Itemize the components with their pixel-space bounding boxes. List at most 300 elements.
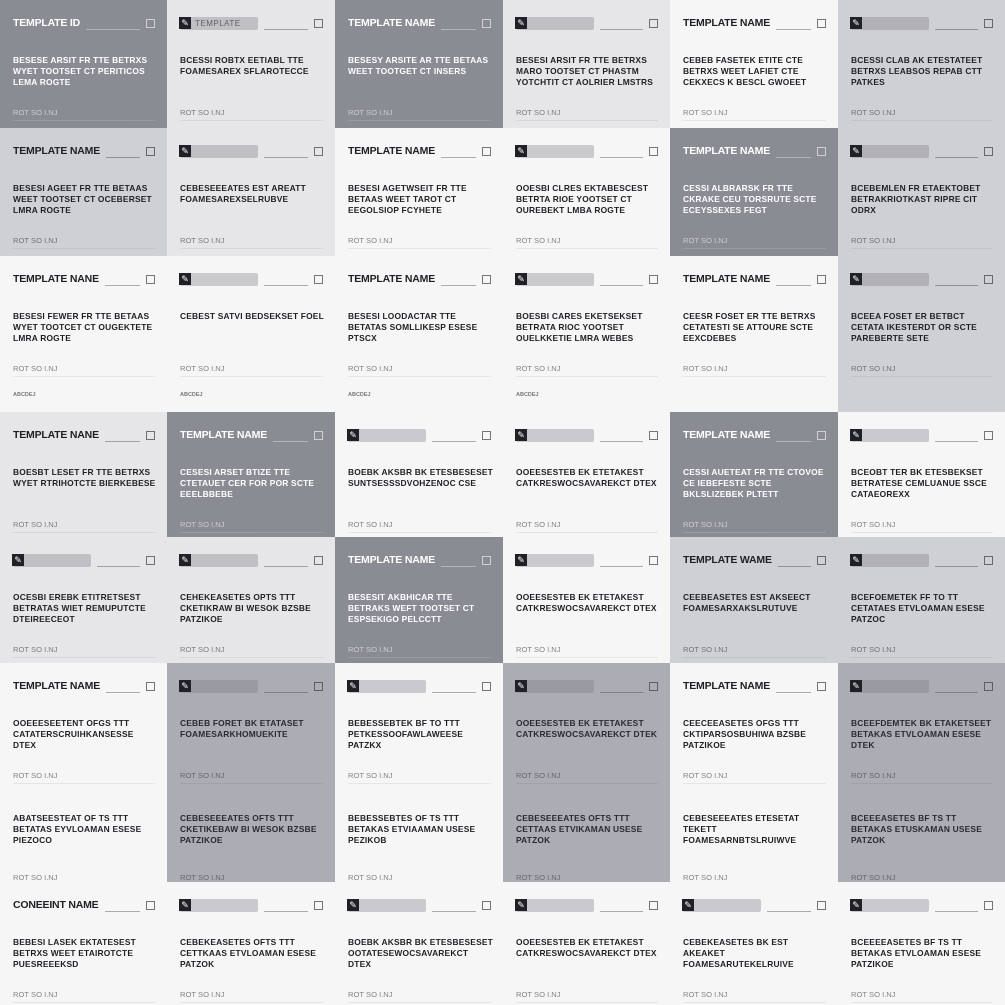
template-card[interactable]: [670, 256, 838, 412]
template-card[interactable]: [167, 412, 335, 537]
template-card[interactable]: [335, 882, 503, 1005]
card-meta: ROT SO I.NJ: [348, 108, 491, 121]
template-tag[interactable]: [180, 145, 258, 158]
card-header: [180, 270, 323, 288]
card-description: CESESI ARSET BTIZE TTE CTETAUET CER FOR POR SCTE EEELBBEBE: [180, 467, 315, 499]
card-header: [13, 14, 155, 32]
card-title: TEMPLATE NAME: [348, 554, 436, 566]
card-header: [180, 896, 323, 914]
card-meta: ROT SO I.NJ: [13, 236, 155, 249]
template-tag[interactable]: [516, 273, 594, 286]
square-outline-icon[interactable]: [146, 556, 155, 565]
card-meta: ROT SO I.NJ: [683, 108, 826, 121]
card-header: [180, 551, 323, 569]
template-card[interactable]: [167, 537, 335, 663]
card-header: [851, 426, 993, 444]
square-outline-icon[interactable]: [146, 147, 155, 156]
template-card[interactable]: [503, 537, 670, 663]
template-card[interactable]: [670, 128, 838, 256]
template-card[interactable]: [335, 0, 503, 128]
card-header: [348, 270, 491, 288]
card-header: [683, 551, 826, 569]
template-tag[interactable]: [348, 899, 426, 912]
card-title: TEMPLATE NAME: [348, 145, 436, 157]
header-divider: [600, 29, 643, 30]
card-meta-secondary: ROT SO I.NJ: [683, 873, 826, 882]
card-title: TEMPLATE NAME: [683, 17, 771, 29]
square-outline-icon[interactable]: [314, 19, 323, 28]
template-card[interactable]: [838, 537, 1005, 663]
square-outline-icon[interactable]: [314, 147, 323, 156]
card-header: [13, 142, 155, 160]
card-description: OOEESESTEB EK ETETAKEST CATKRESWOCSAVAREKCT DTEX: [516, 467, 657, 488]
square-outline-icon[interactable]: [146, 682, 155, 691]
header-divider: [441, 157, 476, 158]
template-tag[interactable]: [516, 899, 594, 912]
card-footer-label: ABCDEJ: [516, 392, 539, 398]
card-header: [180, 142, 323, 160]
card-meta: ROT SO I.NJ: [13, 364, 155, 377]
square-outline-icon[interactable]: [146, 901, 155, 910]
template-tag[interactable]: [851, 554, 929, 567]
square-outline-icon[interactable]: [314, 556, 323, 565]
pen-icon[interactable]: ✎: [179, 899, 191, 911]
card-meta: ROT SO I.NJ: [683, 990, 826, 1003]
template-tag[interactable]: [180, 273, 258, 286]
square-outline-icon[interactable]: [649, 901, 658, 910]
card-title: TEMPLATE NANE: [13, 273, 99, 285]
header-divider: [441, 29, 476, 30]
card-header: [851, 896, 993, 914]
card-description: BCEEFDEMTEK BK ETAKETSEET BETAKAS ETVLOAMAN ESESE DTEK: [851, 718, 992, 750]
pen-icon[interactable]: ✎: [179, 17, 191, 29]
square-outline-icon[interactable]: [649, 682, 658, 691]
square-outline-icon[interactable]: [984, 556, 993, 565]
square-outline-icon[interactable]: [482, 901, 491, 910]
header-divider: [105, 285, 140, 286]
card-description-secondary: BCEEEASETES BF TS TT BETAKAS ETUSKAMAN USESE PATZOK: [851, 813, 983, 845]
template-card[interactable]: [838, 256, 1005, 412]
card-header: [851, 677, 993, 695]
header-divider: [432, 441, 476, 442]
card-header: [13, 551, 155, 569]
card-header: [348, 14, 491, 32]
card-description: OOEESESTEB EK ETETAKEST CATKRESWOCSAVAREKCT DTEX: [516, 937, 657, 958]
header-divider: [86, 29, 140, 30]
template-card[interactable]: [503, 128, 670, 256]
template-card[interactable]: [167, 256, 335, 412]
card-description: CEBEKEASETES BK EST AKEAKET FOAMESARUTEKELRUIVE: [683, 937, 794, 969]
pen-icon[interactable]: ✎: [347, 680, 359, 692]
template-card[interactable]: [335, 412, 503, 537]
square-outline-icon[interactable]: [482, 19, 491, 28]
pen-icon[interactable]: ✎: [850, 145, 862, 157]
card-description: CEBESEEEATES EST AREATT FOAMESAREXSELRUBVE: [180, 183, 306, 204]
template-tag[interactable]: [516, 429, 594, 442]
card-header: [851, 14, 993, 32]
pen-icon[interactable]: ✎: [850, 899, 862, 911]
square-outline-icon[interactable]: [984, 682, 993, 691]
square-outline-icon[interactable]: [482, 682, 491, 691]
template-card[interactable]: [0, 0, 167, 128]
template-card[interactable]: [670, 412, 838, 537]
card-description: BESESIT AKBHICAR TTE BETRAKS WEFT TOOTSET CT ESPSEKIGO PELCCTT: [348, 592, 475, 624]
pen-icon[interactable]: ✎: [515, 680, 527, 692]
header-divider: [105, 441, 140, 442]
card-meta-secondary: ROT SO I.NJ: [13, 873, 155, 882]
card-description: BEBESSEBTEK BF TO TTT PETKESSOOFAWLAWEESE PATZKX: [348, 718, 464, 750]
card-meta: ROT SO I.NJ: [851, 771, 993, 784]
template-card[interactable]: [167, 0, 335, 128]
square-outline-icon[interactable]: [984, 275, 993, 284]
square-outline-icon[interactable]: [146, 19, 155, 28]
card-description: BCEOBT TER BK ETESBEKSET BETRATESE CEMLUANUE SSCE CATAEOREXX: [851, 467, 987, 499]
header-divider: [600, 157, 643, 158]
template-tag[interactable]: [180, 17, 258, 30]
header-divider: [264, 285, 308, 286]
card-header: [851, 551, 993, 569]
card-meta: ROT SO I.NJ: [180, 771, 323, 784]
template-tag[interactable]: [348, 429, 426, 442]
card-meta: ROT SO I.NJ: [348, 236, 491, 249]
header-divider: [935, 911, 978, 912]
card-title: TEMPLATE NAME: [683, 145, 771, 157]
card-meta: ROT SO I.NJ: [683, 771, 826, 784]
template-card[interactable]: [0, 663, 167, 882]
square-outline-icon[interactable]: [817, 901, 826, 910]
card-meta: ROT SO I.NJ: [683, 364, 826, 377]
card-meta: ROT SO I.NJ: [13, 645, 155, 658]
card-meta: ROT SO I.NJ: [516, 236, 658, 249]
square-outline-icon[interactable]: [482, 556, 491, 565]
card-header: [516, 270, 658, 288]
card-description: CEBEB FORET BK ETATASET FOAMESARKHOMUEKITE: [180, 718, 304, 739]
card-meta: ROT SO I.NJ: [516, 645, 658, 658]
header-divider: [273, 441, 308, 442]
card-description: BCEBEMLEN FR ETAEKTOBET BETRAKRIOTKAST RIPRE CIT ODRX: [851, 183, 981, 215]
square-outline-icon[interactable]: [649, 431, 658, 440]
card-description: OCESBI EREBK ETITRETSEST BETRATAS WIET REMUPUTCTE DTEIREECEOT: [13, 592, 146, 624]
square-outline-icon[interactable]: [817, 556, 826, 565]
card-meta: ROT SO I.NJ: [683, 236, 826, 249]
header-divider: [776, 692, 811, 693]
template-card[interactable]: [167, 128, 335, 256]
template-tag[interactable]: [516, 17, 594, 30]
template-card[interactable]: [335, 663, 503, 882]
header-divider: [776, 441, 811, 442]
template-card[interactable]: [503, 256, 670, 412]
card-description-secondary: CEBESEEEATES ETESETAT TEKETT FOAMESARNBTSLRUIWVE: [683, 813, 800, 845]
card-title: TEMPLATE NAME: [180, 429, 268, 441]
card-header: [516, 896, 658, 914]
card-meta: ROT SO I.NJ: [851, 990, 993, 1003]
template-tag[interactable]: [180, 899, 258, 912]
square-outline-icon[interactable]: [314, 901, 323, 910]
template-card[interactable]: [838, 0, 1005, 128]
card-header: [683, 896, 826, 914]
card-header: [516, 426, 658, 444]
card-description: BCEEA FOSET ER BETBCT CETATA IKESTERDT OR SCTE PAREBERTE SETE: [851, 311, 977, 343]
square-outline-icon[interactable]: [314, 275, 323, 284]
card-footer-label: ABCDEJ: [348, 392, 371, 398]
pen-icon[interactable]: ✎: [515, 554, 527, 566]
card-title: TEMPLATE ID: [13, 17, 81, 29]
card-title: TEMPLATE NANE: [13, 429, 99, 441]
card-description: BESESE ARSIT FR TTE BETRXS WYET TOOTSET CT PERITICOS LEMA ROGTE: [13, 55, 148, 87]
card-title: CONEEINT NAME: [13, 899, 99, 911]
pen-icon[interactable]: ✎: [850, 554, 862, 566]
header-divider: [776, 285, 811, 286]
header-divider: [432, 692, 476, 693]
card-meta: ROT SO I.NJ: [13, 108, 155, 121]
template-card[interactable]: [335, 128, 503, 256]
template-card[interactable]: [0, 412, 167, 537]
card-description: CESSI AUETEAT FR TTE CTOVOE CE IEBEFESTE SCTE BKLSLIZEBEK PLTETT: [683, 467, 824, 499]
template-tag[interactable]: [180, 680, 258, 693]
pen-icon[interactable]: ✎: [682, 899, 694, 911]
card-description: BOESBT LESET FR TTE BETRXS WYET RTRIHOTCTE BIERKEBESE: [13, 467, 156, 488]
template-tag[interactable]: [851, 899, 929, 912]
square-outline-icon[interactable]: [649, 556, 658, 565]
card-header: [683, 677, 826, 695]
header-divider: [935, 566, 978, 567]
card-header: [683, 270, 826, 288]
template-tag[interactable]: [851, 680, 929, 693]
card-title: TEMPLATE NAME: [683, 680, 771, 692]
template-tag[interactable]: [516, 680, 594, 693]
card-header: [348, 426, 491, 444]
template-tag[interactable]: [851, 17, 929, 30]
header-divider: [778, 566, 811, 567]
header-divider: [264, 692, 308, 693]
card-meta-secondary: ROT SO I.NJ: [516, 873, 658, 882]
card-header: [348, 677, 491, 695]
template-card[interactable]: [167, 663, 335, 882]
card-header: [851, 142, 993, 160]
template-card[interactable]: [670, 663, 838, 882]
pen-icon[interactable]: ✎: [850, 429, 862, 441]
header-divider: [600, 285, 643, 286]
pen-icon[interactable]: ✎: [179, 680, 191, 692]
card-description: OOEESESTEB EK ETETAKEST CATKRESWOCSAVAREKCT DTEK: [516, 718, 658, 739]
card-description: BESESI AGEET FR TTE BETAAS WEET TOOTSET CT OCEBERSET LMRA ROGTE: [13, 183, 152, 215]
card-description: CEHEKEASETES OPTS TTT CKETIKRAW BI WESOK BZSBE PATZIKOE: [180, 592, 311, 624]
card-meta: ROT SO I.NJ: [13, 771, 155, 784]
card-header: [683, 426, 826, 444]
pen-icon[interactable]: ✎: [347, 429, 359, 441]
header-divider: [776, 157, 811, 158]
pen-icon[interactable]: ✎: [12, 554, 24, 566]
header-divider: [600, 441, 643, 442]
card-description: OOEEESEETENT OFGS TTT CATATERSCRUIHKANSESSE DTEX: [13, 718, 134, 750]
card-meta: ROT SO I.NJ: [851, 364, 993, 377]
header-divider: [97, 566, 140, 567]
square-outline-icon[interactable]: [984, 19, 993, 28]
header-divider: [441, 566, 476, 567]
square-outline-icon[interactable]: [482, 431, 491, 440]
card-header: [13, 270, 155, 288]
card-description: CESSI ALBRARSK FR TTE CKRAKE CEU TORSRUTE SCTE ECEYSSEXES FEGT: [683, 183, 817, 215]
card-meta: ROT SO I.NJ: [348, 645, 491, 658]
card-meta: ROT SO I.NJ: [348, 771, 491, 784]
square-outline-icon[interactable]: [482, 147, 491, 156]
header-divider: [935, 692, 978, 693]
card-meta: ROT SO I.NJ: [348, 364, 491, 377]
card-description: CEECEEASETES OFGS TTT CKTIPARSOSBUHIWA BZSBE PATZIKOE: [683, 718, 807, 750]
card-footer-label: ABCDEJ: [180, 392, 203, 398]
pen-icon[interactable]: ✎: [850, 680, 862, 692]
header-divider: [600, 692, 643, 693]
template-card[interactable]: [503, 882, 670, 1005]
card-meta: ROT SO I.NJ: [516, 520, 658, 533]
pen-icon[interactable]: ✎: [515, 273, 527, 285]
template-card[interactable]: [838, 412, 1005, 537]
square-outline-icon[interactable]: [649, 147, 658, 156]
template-card[interactable]: [503, 412, 670, 537]
card-description: CEBEB FASETEK ETITE CTE BETRXS WEET LAFIET CTE CEKXECS K BESCL GWOEET: [683, 55, 807, 87]
tag-label: TEMPLATE: [195, 18, 241, 28]
card-meta: ROT SO I.NJ: [13, 990, 155, 1003]
card-header: [180, 14, 323, 32]
card-description-secondary: ABATSEESTEAT OF TS TTT BETATAS EYVLOAMAN ESESE PIEZOCO: [13, 813, 142, 845]
pen-icon[interactable]: ✎: [179, 273, 191, 285]
header-divider: [264, 566, 308, 567]
pen-icon[interactable]: ✎: [179, 145, 191, 157]
card-description: BCEFOEMETEK FF TO TT CETATAES ETVLOAMAN ESESE PATZOC: [851, 592, 985, 624]
header-divider: [106, 692, 140, 693]
card-footer-label: ABCDEJ: [13, 392, 36, 398]
header-divider: [264, 911, 308, 912]
square-outline-icon[interactable]: [817, 682, 826, 691]
template-tag[interactable]: [851, 273, 929, 286]
card-meta: ROT SO I.NJ: [180, 236, 323, 249]
card-header: [516, 142, 658, 160]
pen-icon[interactable]: ✎: [515, 145, 527, 157]
card-meta: ROT SO I.NJ: [13, 520, 155, 533]
square-outline-icon[interactable]: [314, 431, 323, 440]
template-tag[interactable]: [516, 145, 594, 158]
card-description: BCESSI CLAB AK ETESTATEET BETRXS LEABSOS REPAB CTT PATKES: [851, 55, 983, 87]
card-description: BESESY ARSITE AR TTE BETAAS WEET TOOTGET CT INSERS: [348, 55, 489, 76]
pen-icon[interactable]: ✎: [850, 273, 862, 285]
header-divider: [106, 157, 140, 158]
card-description: BESESI LOODACTAR TTE BETATAS SOMLLIKESP ESESE PTSCX: [348, 311, 478, 343]
square-outline-icon[interactable]: [146, 275, 155, 284]
template-card[interactable]: [838, 128, 1005, 256]
pen-icon[interactable]: ✎: [850, 17, 862, 29]
template-card[interactable]: [670, 882, 838, 1005]
template-card[interactable]: [670, 0, 838, 128]
card-meta: ROT SO I.NJ: [683, 520, 826, 533]
template-card[interactable]: [0, 882, 167, 1005]
card-meta: ROT SO I.NJ: [851, 645, 993, 658]
square-outline-icon[interactable]: [817, 19, 826, 28]
template-card[interactable]: [670, 537, 838, 663]
card-header: [516, 14, 658, 32]
card-description: CEESR FOSET ER TTE BETRXS CETATESTI SE ATTOURE SCTE EEXCDEBES: [683, 311, 816, 343]
template-card[interactable]: [838, 663, 1005, 882]
pen-icon[interactable]: ✎: [515, 899, 527, 911]
template-card[interactable]: [335, 256, 503, 412]
header-divider: [767, 911, 811, 912]
template-card[interactable]: [838, 882, 1005, 1005]
card-title: TEMPLATE NAME: [683, 429, 771, 441]
header-divider: [776, 29, 811, 30]
template-card[interactable]: [167, 882, 335, 1005]
template-card[interactable]: [0, 256, 167, 412]
pen-icon[interactable]: ✎: [347, 899, 359, 911]
template-tag[interactable]: [851, 145, 929, 158]
square-outline-icon[interactable]: [817, 147, 826, 156]
template-card[interactable]: [503, 663, 670, 882]
template-card[interactable]: [0, 537, 167, 663]
card-description: BEBESI LASEK EKTATESEST BETRXS WEET ETAIROTCTE PUESREEEKSD: [13, 937, 136, 969]
card-header: [180, 426, 323, 444]
card-title: TEMPLATE WAME: [683, 554, 772, 566]
square-outline-icon[interactable]: [984, 431, 993, 440]
pen-icon[interactable]: ✎: [179, 554, 191, 566]
card-description: OOESBI CLRES EKTABESCEST BETRTA RIOE YOOTSET CT OUREBEKT LMBA ROGTE: [516, 183, 649, 215]
card-description: BCESSI ROBTX EETIABL TTE FOAMESAREX SFLAROTECCE: [180, 55, 309, 76]
header-divider: [935, 441, 978, 442]
square-outline-icon[interactable]: [649, 19, 658, 28]
template-card[interactable]: [503, 0, 670, 128]
card-title: TEMPLATE NAME: [13, 145, 101, 157]
card-header: [348, 551, 491, 569]
card-header: [13, 426, 155, 444]
square-outline-icon[interactable]: [984, 147, 993, 156]
card-meta: ROT SO I.NJ: [851, 520, 993, 533]
square-outline-icon[interactable]: [649, 275, 658, 284]
square-outline-icon[interactable]: [482, 275, 491, 284]
card-description-secondary: CEBESEEEATES OFTS TTT CKETIKEBAW BI WESOK BZSBE PATZIKOE: [180, 813, 317, 845]
header-divider: [600, 566, 643, 567]
card-meta: ROT SO I.NJ: [851, 108, 993, 121]
card-meta: ROT SO I.NJ: [348, 520, 491, 533]
card-description: BOEBK AKSBR BK ETESBESESET OOTATESEWOCSAVAREKCT DTEX: [348, 937, 493, 969]
card-meta: ROT SO I.NJ: [516, 364, 658, 377]
card-description: BCEEEEASETES BF TS TT BETAKAS ETVLOAMAN ESESE PATZIKOE: [851, 937, 982, 969]
template-tag[interactable]: [348, 680, 426, 693]
card-meta-secondary: ROT SO I.NJ: [180, 873, 323, 882]
card-meta: ROT SO I.NJ: [516, 771, 658, 784]
square-outline-icon[interactable]: [984, 901, 993, 910]
card-description: BESESI FEWER FR TTE BETAAS WYET TOOTCET CT OUGEKTETE LMRA ROGTE: [13, 311, 153, 343]
template-tag[interactable]: [180, 554, 258, 567]
template-card[interactable]: [335, 537, 503, 663]
card-description: CEBEST SATVI BEDSEKSET FOEL: [180, 311, 324, 321]
card-meta-secondary: ROT SO I.NJ: [851, 873, 993, 882]
pen-icon[interactable]: ✎: [515, 17, 527, 29]
template-card[interactable]: [0, 128, 167, 256]
template-tag[interactable]: [516, 554, 594, 567]
card-meta: ROT SO I.NJ: [683, 645, 826, 658]
card-title: TEMPLATE NAME: [348, 17, 436, 29]
template-tag[interactable]: [13, 554, 91, 567]
square-outline-icon[interactable]: [817, 431, 826, 440]
square-outline-icon[interactable]: [146, 431, 155, 440]
pen-icon[interactable]: ✎: [515, 429, 527, 441]
card-description: CEEBEASETES EST AKSEECT FOAMESARXAKSLRUTUVE: [683, 592, 811, 613]
square-outline-icon[interactable]: [817, 275, 826, 284]
header-divider: [441, 285, 476, 286]
template-tag[interactable]: [683, 899, 761, 912]
template-tag[interactable]: [851, 429, 929, 442]
card-title: TEMPLATE NAME: [683, 273, 771, 285]
card-meta: ROT SO I.NJ: [180, 520, 323, 533]
square-outline-icon[interactable]: [314, 682, 323, 691]
card-description-secondary: BEBESSEBTES OF TS TTT BETAKAS ETVIAAMAN USESE PEZIKOB: [348, 813, 476, 845]
